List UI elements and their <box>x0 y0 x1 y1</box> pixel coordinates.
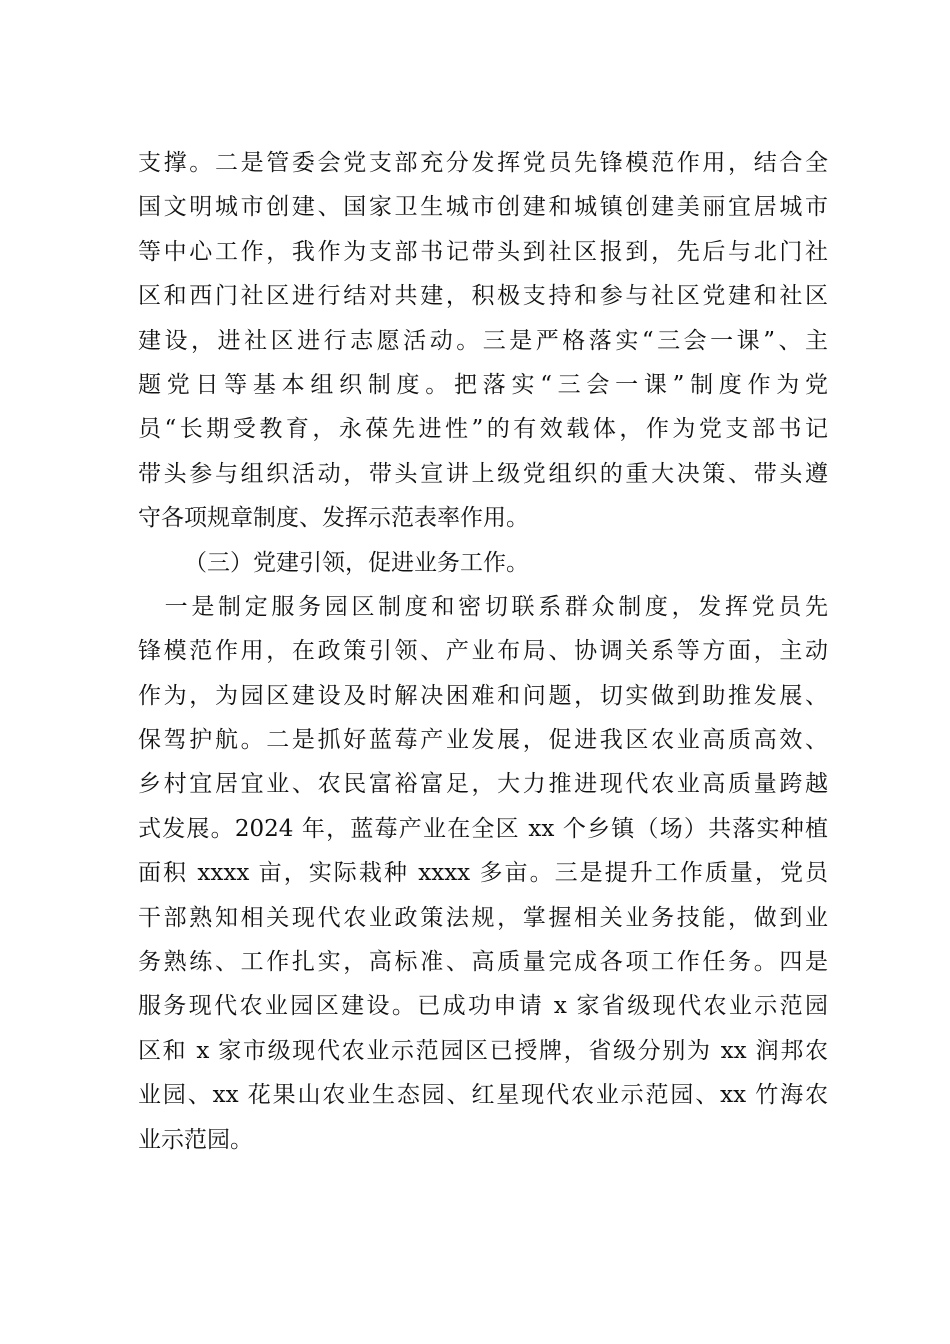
body-text <box>138 141 828 1162</box>
text-line: 面积 xxxx 亩，实际栽种 xxxx 多亩。三是提升工作质量，党员 <box>138 860 828 887</box>
text-line: 业园、xx 花果山农业生态园、红星现代农业示范园、xx 竹海农 <box>138 1082 828 1109</box>
text-line: 守各项规章制度、发挥示范表率作用。 <box>138 505 529 532</box>
text-line: 题党日等基本组织制度。把落实“三会一课”制度作为党 <box>138 371 828 398</box>
text-line: 员“长期受教育，永葆先进性”的有效载体，作为党支部书记 <box>138 416 828 443</box>
text-line: 务熟练、工作扎实，高标准、高质量完成各项工作任务。四是 <box>138 949 828 976</box>
text-line: 带头参与组织活动，带头宣讲上级党组织的重大决策、带头遵 <box>138 460 828 487</box>
text-line: 服务现代农业园区建设。已成功申请 x 家省级现代农业示范园 <box>138 993 828 1020</box>
text-line: 建设，进社区进行志愿活动。三是严格落实“三会一课”、主 <box>138 327 828 354</box>
text-line: 业示范园。 <box>138 1126 253 1153</box>
text-line: 干部熟知相关现代农业政策法规，掌握相关业务技能，做到业 <box>138 904 828 931</box>
text-line: 作为，为园区建设及时解决困难和问题，切实做到助推发展、 <box>138 682 828 709</box>
text-line: 乡村宜居宜业、农民富裕富足，大力推进现代农业高质量跨越 <box>138 771 828 798</box>
text-line: 保驾护航。二是抓好蓝莓产业发展，促进我区农业高质高效、 <box>138 727 828 754</box>
text-line: 国文明城市创建、国家卫生城市创建和城镇创建美丽宜居城市 <box>138 194 828 221</box>
text-line: 区和 x 家市级现代农业示范园区已授牌，省级分别为 xx 润邦农 <box>138 1037 828 1064</box>
text-line: 锋模范作用，在政策引领、产业布局、协调关系等方面，主动 <box>138 638 828 665</box>
text-line: 式发展。2024 年，蓝莓产业在全区 xx 个乡镇（场）共落实种植 <box>138 815 828 842</box>
section-heading: （三）党建引领，促进业务工作。 <box>184 549 529 576</box>
text-line: 支撑。二是管委会党支部充分发挥党员先锋模范作用，结合全 <box>138 150 828 176</box>
text-line: 等中心工作，我作为支部书记带头到社区报到，先后与北门社 <box>138 238 828 265</box>
text-line: 一是制定服务园区制度和密切联系群众制度，发挥党员先 <box>138 593 828 620</box>
text-line: 区和西门社区进行结对共建，积极支持和参与社区党建和社区 <box>138 283 828 310</box>
